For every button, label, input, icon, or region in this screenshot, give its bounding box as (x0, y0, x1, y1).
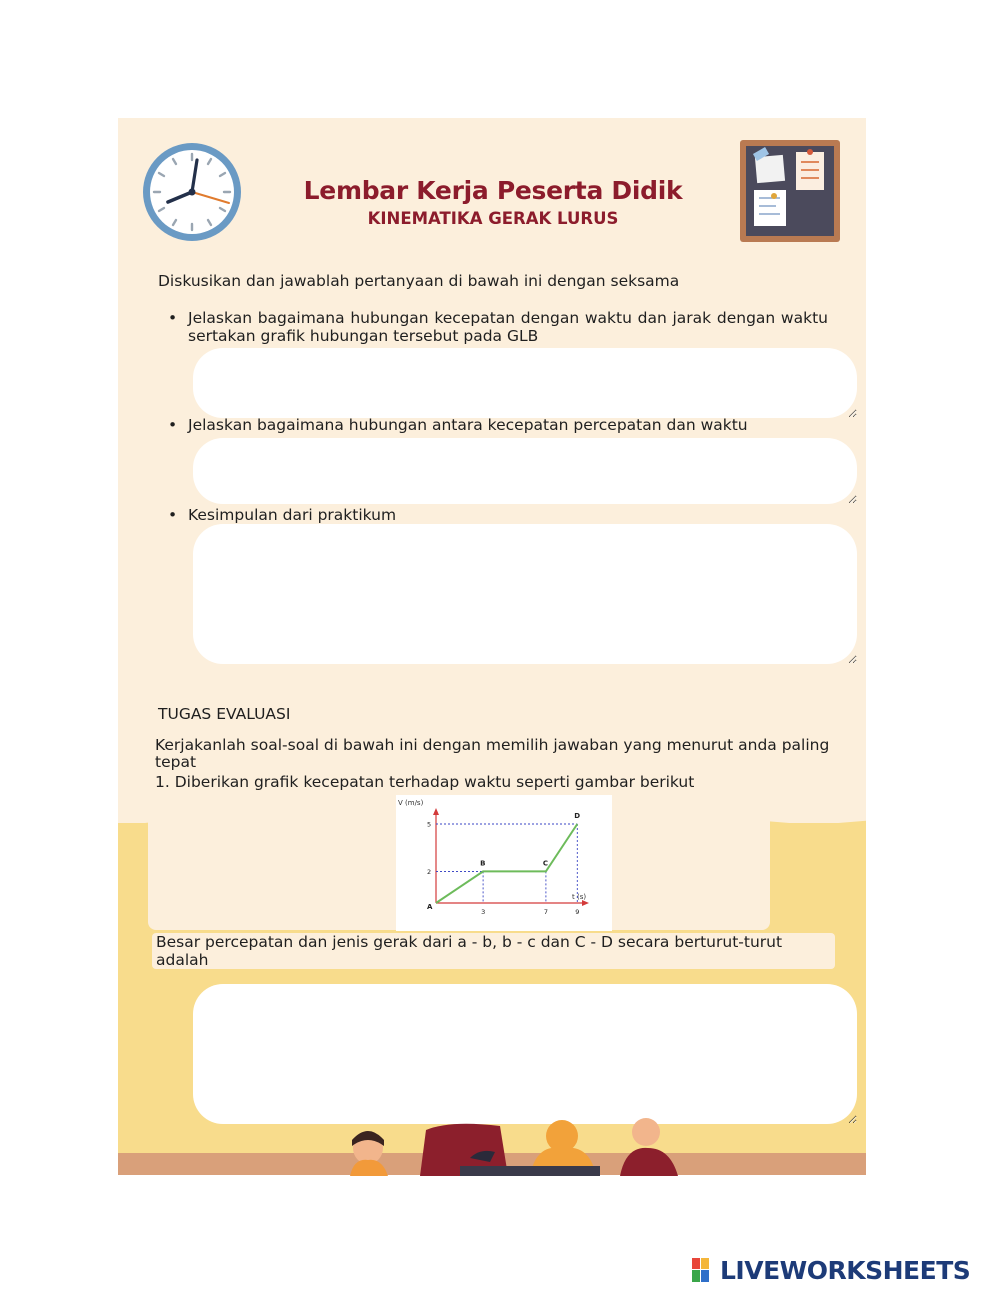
y-axis-label: V (m/s) (398, 799, 424, 807)
answer-box-2[interactable] (193, 438, 857, 504)
evaluation-question-1: 1. Diberikan grafik kecepatan terhadap waktu seperti gambar berikut (155, 773, 695, 791)
answer-box-1[interactable] (193, 348, 857, 418)
x-axis-label: t (s) (572, 893, 587, 901)
question-3: • Kesimpulan dari praktikum (188, 506, 848, 524)
point-label-C: C (542, 859, 549, 868)
evaluation-question-1-prompt: Besar percepatan dan jenis gerak dari a - b, b - c dan C - D secara berturut-turut adalah (152, 933, 835, 969)
y-tick-label: 5 (427, 820, 432, 829)
velocity-time-chart (396, 795, 612, 931)
page-subtitle: KINEMATIKA GERAK LURUS (367, 209, 619, 228)
question-1: • Jelaskan bagaimana hubungan kecepatan dengan waktu dan jarak dengan waktu sertakan grafik hubungan tersebut pada GLB (188, 309, 828, 345)
x-tick-label: 3 (481, 908, 486, 916)
clock-icon (140, 140, 244, 244)
y-tick-label: 2 (427, 867, 432, 876)
answer-box-4[interactable] (193, 984, 857, 1124)
y-axis-arrow (433, 808, 439, 815)
answer-box-3[interactable] (193, 524, 857, 664)
x-tick-label: 9 (575, 908, 580, 916)
brand-name: LIVEWORKSHEETS (720, 1255, 971, 1285)
velocity-line (436, 824, 577, 903)
evaluation-instruction: Kerjakanlah soal-soal di bawah ini dengan memilih jawaban yang menurut anda paling tepat (155, 736, 830, 771)
discussion-instruction: Diskusikan dan jawablah pertanyaan di bawah ini dengan seksama (158, 272, 680, 290)
liveworksheets-logo-icon (692, 1258, 718, 1282)
point-label-D: D (574, 812, 581, 820)
notice-board-icon (740, 140, 840, 242)
page-title: Lembar Kerja Peserta Didik (303, 176, 683, 205)
point-label-B: B (480, 859, 486, 868)
question-2: • Jelaskan bagaimana hubungan antara kecepatan percepatan dan waktu (188, 416, 848, 434)
brand-logo (692, 1256, 970, 1284)
evaluation-title: TUGAS EVALUASI (158, 705, 291, 723)
point-label-A: A (427, 903, 433, 911)
students-illustration (330, 1118, 710, 1176)
x-tick-label: 7 (543, 908, 549, 916)
